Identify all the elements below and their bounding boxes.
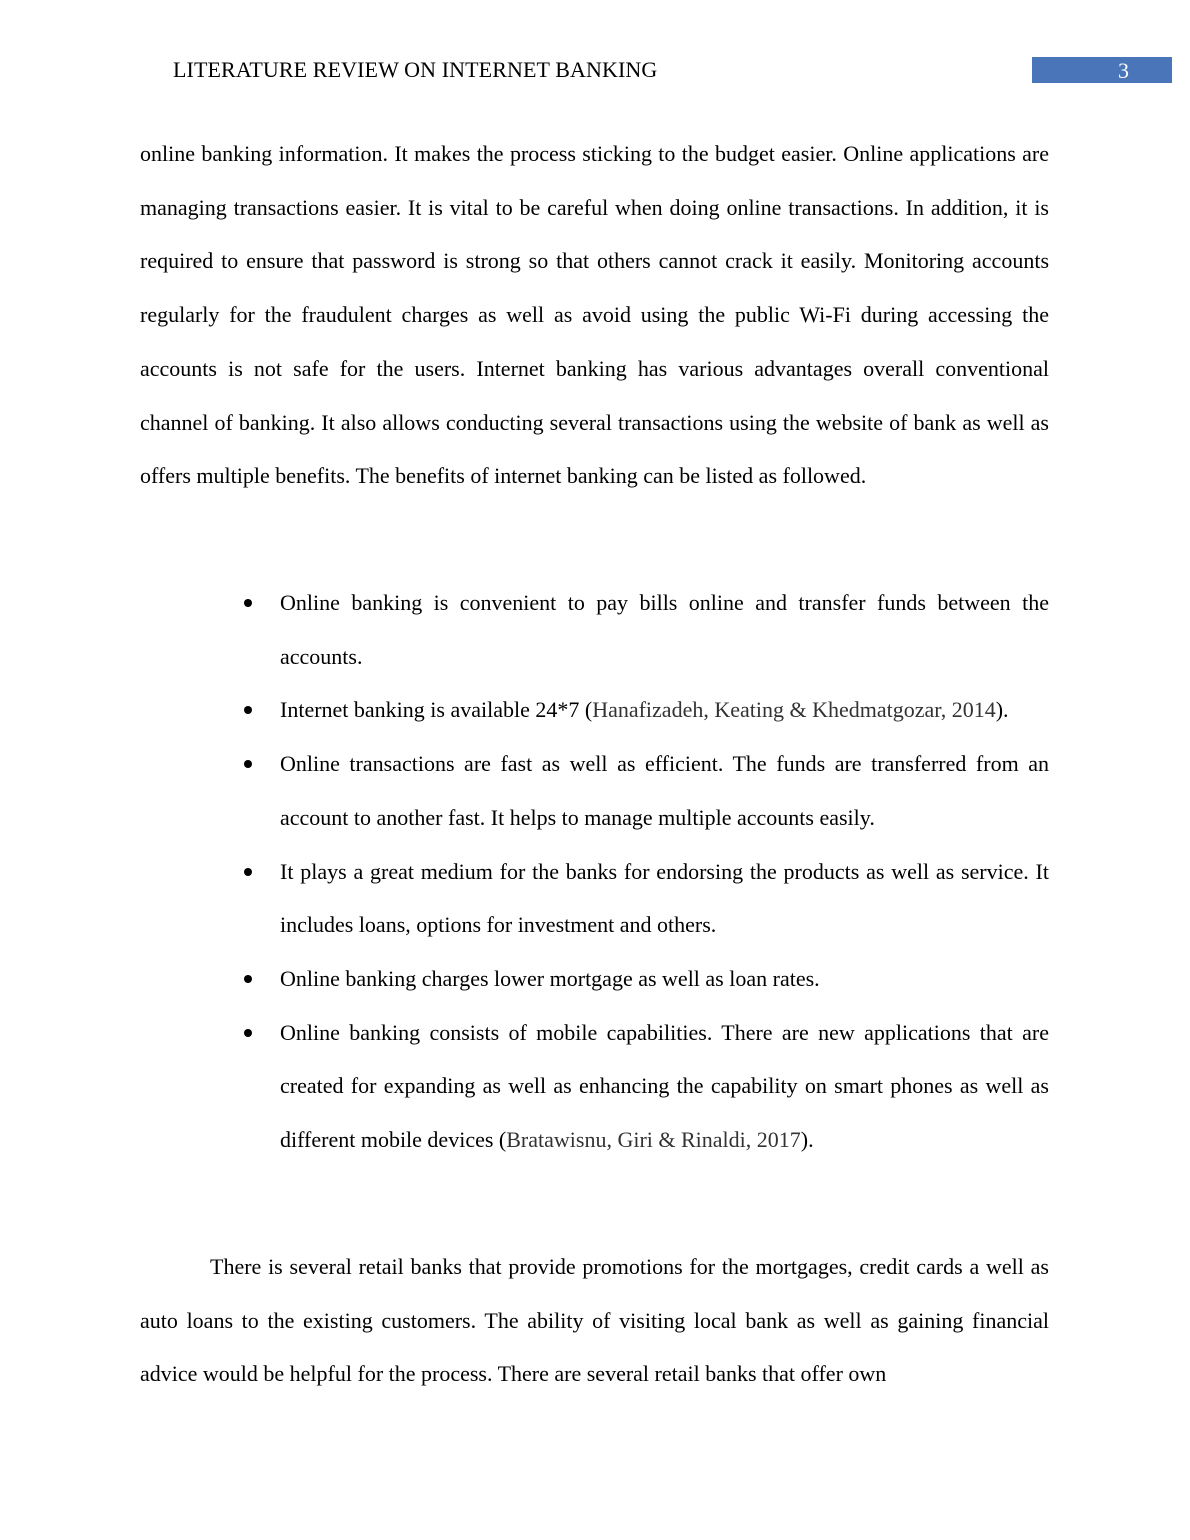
bullet-icon bbox=[244, 706, 252, 714]
running-head: LITERATURE REVIEW ON INTERNET BANKING bbox=[173, 57, 658, 82]
list-item-text: Online banking is convenient to pay bills online and transfer funds between the accounts. bbox=[280, 590, 1049, 669]
citation: Bratawisnu, Giri & Rinaldi, 2017 bbox=[506, 1127, 801, 1153]
citation: Hanafizadeh, Keating & Khedmatgozar, 2014 bbox=[592, 697, 996, 723]
list-item-text: Online banking charges lower mortgage as well as loan rates. bbox=[280, 965, 820, 991]
page-number: 3 bbox=[1118, 58, 1129, 83]
paragraph-top: online banking information. It makes the process sticking to the budget easier. Online applications are managing transactions easier. It is vital to be careful when doing online transactions. In addition, it is required to ensure that password is strong so that others cannot crack it easily. Monitoring accounts regularly for the fraudulent charges as well as avoid using the public Wi-Fi during accessing the accounts is not safe for the users. Internet banking has various advantages overall conventional channel of banking. It also allows conducting several transactions using the website of bank as well as offers multiple benefits. The benefits of internet banking can be listed as followed. bbox=[140, 141, 1049, 489]
list-item bbox=[140, 576, 1049, 683]
page-number-box bbox=[1032, 57, 1172, 83]
bullet-icon bbox=[244, 760, 252, 768]
list-item bbox=[140, 683, 1049, 737]
list-item-text: It plays a great medium for the banks for endorsing the products as well as service. It includes loans, options for investment and others. bbox=[280, 858, 1049, 938]
bullet-icon bbox=[244, 1029, 252, 1037]
list-item-text-end: ). bbox=[995, 697, 1009, 723]
list-item bbox=[140, 952, 1049, 1006]
list-item bbox=[140, 1006, 1049, 1167]
paragraph-bottom bbox=[140, 1240, 1049, 1401]
paragraph-bottom-text: There is several retail banks that provide promotions for the mortgages, credit cards a well as auto loans to the existing customers. The ability of visiting local bank as well as gaining financial advice would be helpful for the process. There are several retail banks that offer own bbox=[140, 1254, 1049, 1387]
list-item-text: Online banking consists of mobile capabilities. There are new applications that are created for expanding as well as enhancing the capability on smart phones as well as different mobile devices ( bbox=[280, 1019, 1049, 1153]
list-item bbox=[140, 737, 1049, 844]
benefits-list bbox=[140, 576, 1049, 1167]
list-item bbox=[140, 845, 1049, 952]
bullet-icon bbox=[244, 975, 252, 983]
list-item-text: Online transactions are fast as well as efficient. The funds are transferred from an account to another fast. It helps to manage multiple accounts easily. bbox=[280, 751, 1049, 830]
list-item-text: Internet banking is available 24*7 ( bbox=[280, 697, 593, 723]
bullet-icon bbox=[244, 868, 252, 876]
list-item-text-end: ). bbox=[800, 1127, 814, 1153]
bullet-icon bbox=[244, 599, 252, 607]
